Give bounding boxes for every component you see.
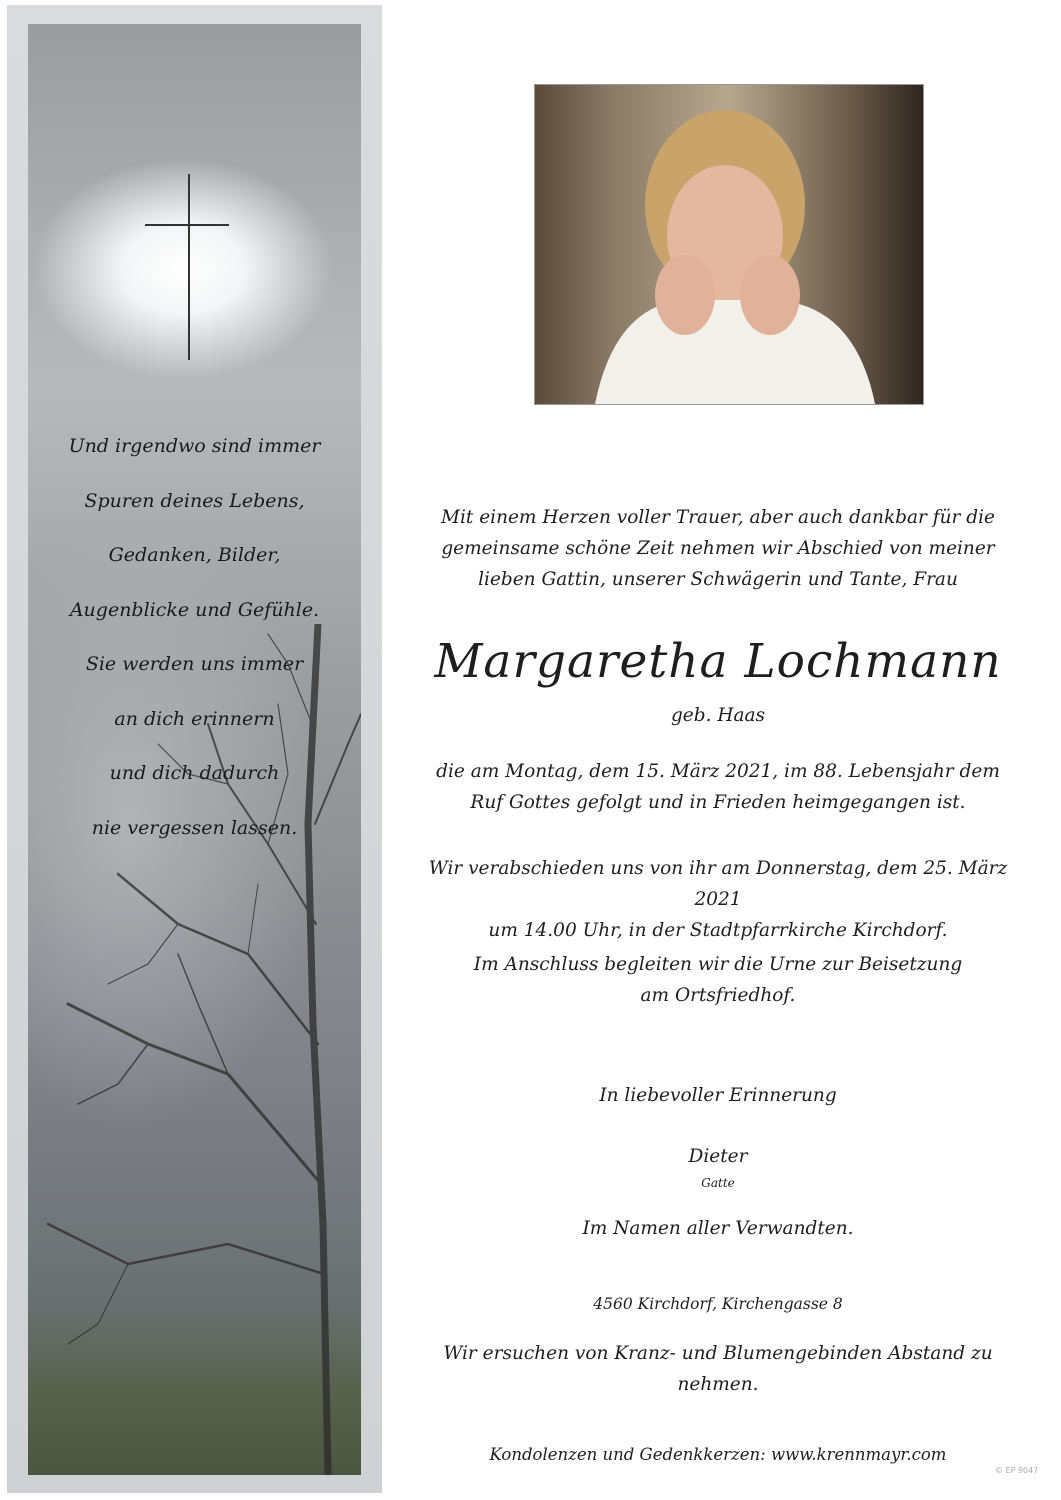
poem-line: Spuren deines Lebens, xyxy=(84,489,305,512)
death-line: die am Montag, dem 15. März 2021, im 88. Lebensjahr dem xyxy=(436,761,1000,782)
poem-line: nie vergessen lassen. xyxy=(91,816,298,839)
farewell-line: Wir verabschieden uns von ihr am Donnerstag, dem 25. März 2021 xyxy=(428,858,1008,910)
copyright: © EP 9047 xyxy=(995,1466,1039,1475)
intro-line: gemeinsame schöne Zeit nehmen wir Abschied von meiner xyxy=(441,538,995,559)
burial-line: Im Anschluss begleiten wir die Urne zur Beisetzung xyxy=(473,954,963,975)
poem-line: Und irgendwo sind immer xyxy=(68,435,321,457)
death-text xyxy=(420,756,1016,818)
poem-line: an dich erinnern xyxy=(114,707,275,730)
relatives: Im Namen aller Verwandten. xyxy=(582,1218,854,1239)
cross-icon xyxy=(188,174,190,360)
remembrance: In liebevoller Erinnerung xyxy=(599,1085,837,1106)
mourner-relation: Gatte xyxy=(701,1176,735,1190)
intro-text xyxy=(420,502,1016,595)
maiden-name: geb. Haas xyxy=(670,705,766,726)
condolences-link[interactable]: Kondolenzen und Gedenkkerzen: www.krennmayr.com xyxy=(489,1445,947,1464)
burial-text xyxy=(420,949,1016,1011)
portrait-photo xyxy=(534,84,924,405)
poem-line: Augenblicke und Gefühle. xyxy=(69,598,320,621)
cloud-sky-image xyxy=(28,24,361,1475)
flower-request: Wir ersuchen von Kranz- und Blumengebinden Abstand zu nehmen. xyxy=(443,1343,993,1395)
poem xyxy=(28,419,361,855)
farewell-line: um 14.00 Uhr, in der Stadtpfarrkirche Kirchdorf. xyxy=(488,920,948,941)
farewell-text xyxy=(420,853,1016,946)
death-line: Ruf Gottes gefolgt und in Frieden heimgegangen ist. xyxy=(470,792,966,813)
address: 4560 Kirchdorf, Kirchengasse 8 xyxy=(593,1295,843,1313)
poem-line: Gedanken, Bilder, xyxy=(108,544,281,566)
intro-line: lieben Gattin, unserer Schwägerin und Tante, Frau xyxy=(478,569,958,590)
intro-line: Mit einem Herzen voller Trauer, aber auch dankbar für die xyxy=(441,507,995,528)
burial-line: am Ortsfriedhof. xyxy=(640,985,796,1006)
poem-line: und dich dadurch xyxy=(109,762,280,784)
mourner-name: Dieter xyxy=(688,1146,748,1167)
cross-icon-bar xyxy=(145,224,229,226)
deceased-name: Margaretha Lochmann xyxy=(434,634,1002,689)
poem-line: Sie werden uns immer xyxy=(85,653,304,675)
side-panel xyxy=(7,5,382,1493)
